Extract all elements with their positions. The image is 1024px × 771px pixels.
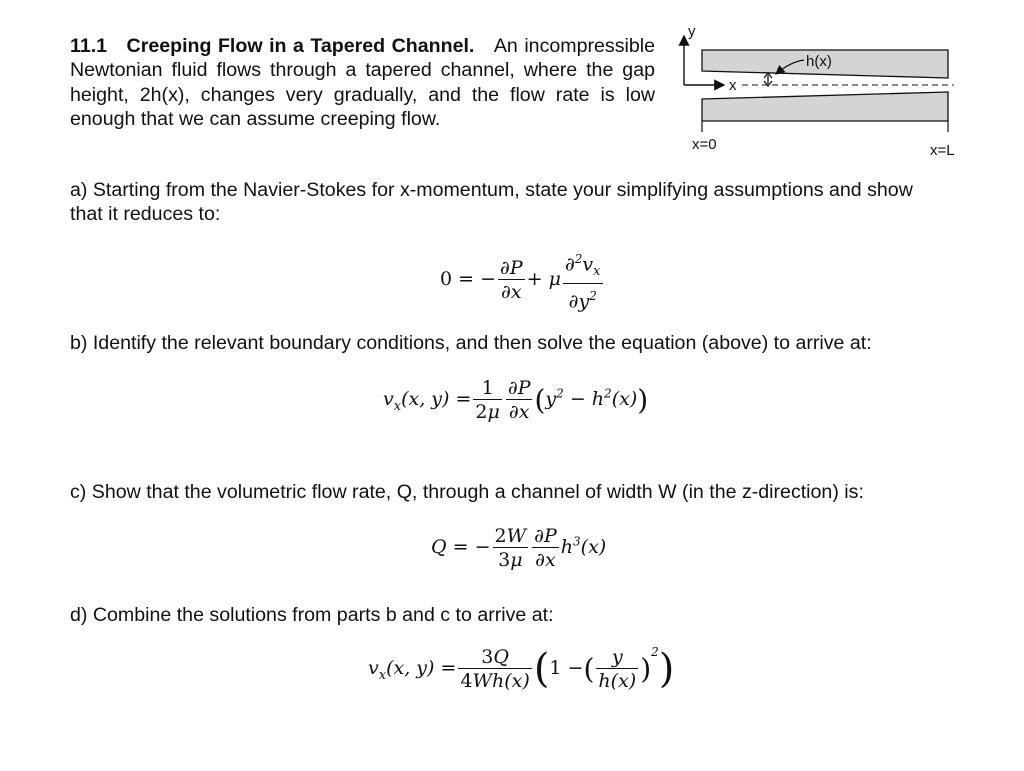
- h-label: h(x): [806, 53, 832, 70]
- lower-wall: [702, 92, 948, 121]
- x0-label: x=0: [692, 136, 717, 153]
- problem-intro: [70, 34, 655, 131]
- tapered-channel-diagram: [672, 22, 972, 162]
- x-axis-label: x: [729, 77, 737, 94]
- equation-b: $v_x(x$, y) = $\frac{1}{2\mu}$ $\frac{\partial P}{\partial x}$ $(y^2 - h^2(x))$: [383, 377, 649, 423]
- problem-title: Creeping Flow in a Tapered Channel.: [126, 35, 475, 57]
- part-b-text: b) Identify the relevant boundary conditions, and then solve the equation (above) to arrive at:: [70, 332, 872, 354]
- part-c-text: c) Show that the volumetric flow rate, Q, through a channel of width W (in the z-direction) is:: [70, 481, 864, 503]
- part-d-text: d) Combine the solutions from parts b and c to arrive at:: [70, 604, 554, 626]
- equation-c: Q = − $\frac{2W}{3\mu}$ $\frac{\partial P}{\partial x}$ $h^3(x)$: [431, 525, 607, 571]
- problem-number: 11.1: [70, 35, 108, 57]
- y-axis-label: y: [688, 23, 696, 40]
- part-a-text: a) Starting from the Navier-Stokes for x-momentum, state your simplifying assumptions and show that it reduces to:: [70, 179, 913, 226]
- equation-a: 0 = − $\frac{\partial P}{\partial x}$ + μ $\frac{\partial^2v_x}{\partial y^2}$: [440, 249, 605, 311]
- equation-d: $v_x(x$, y) = $\frac{3Q}{4Wh(x)}$ (1 −( $\frac{y}{h(x)}$ )$^2$): [368, 645, 675, 692]
- xL-label: x=L: [930, 142, 955, 159]
- problem-description: An incompressible Newtonian fluid flows through a tapered channel, where the gap height, 2h(x), changes very gradually, and the flow rate is low enough that we can assume creeping flow.: [70, 35, 655, 130]
